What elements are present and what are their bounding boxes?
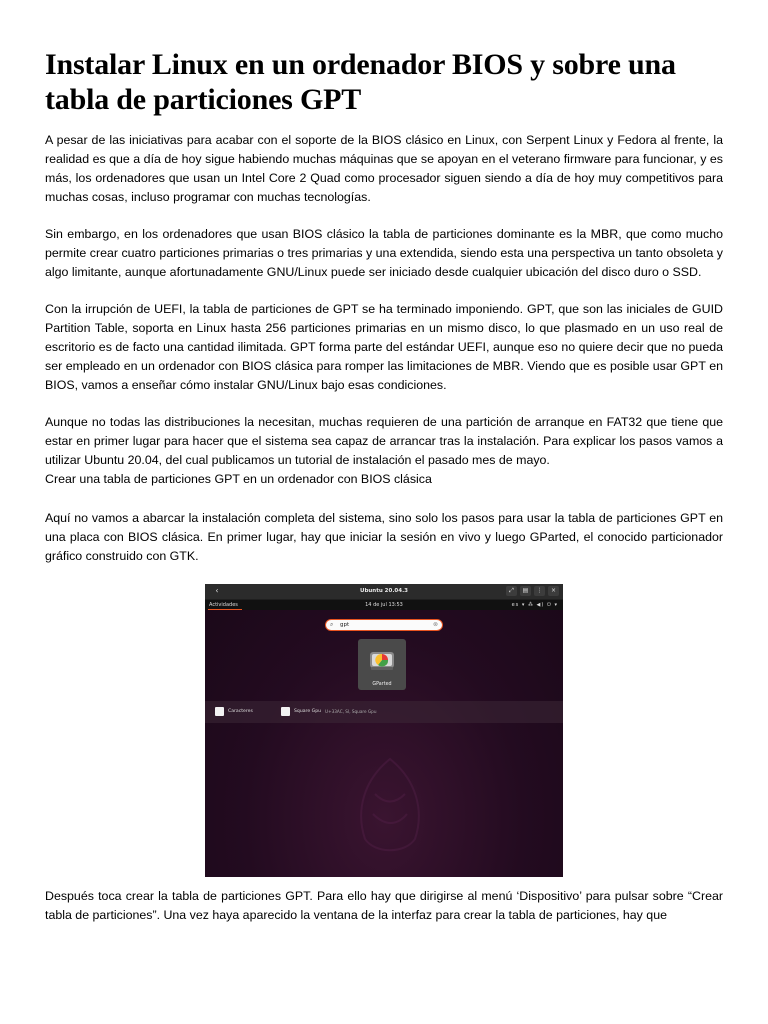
result-label: Caracteres <box>228 709 253 714</box>
result-square-gpu <box>281 707 377 716</box>
paragraph-6: Después toca crear la tabla de particiones GPT. Para ello hay que dirigirse al menú ‘Dispositivo’ para pulsar sobre “Crear tabla de particiones”. Una vez haya aparecido la ventana de la interfaz para crear la tabla de particiones, hay que <box>45 889 723 922</box>
paragraph-2: Sin embargo, en los ordenadores que usan BIOS clásico la tabla de particiones dominante es la MBR, que como mucho permite crear cuatro particiones primarias o tres primarias y una extendida, siendo esta una perspectiva un tanto obsoleta y algo limitante, aunque afortunadamente GNU/Linux puede ser iniciado desde cualquier ubicación del disco duro o SSD. <box>45 227 723 279</box>
activities-label: Actividades <box>209 602 238 608</box>
character-icon <box>281 707 290 716</box>
display-icon: ▤ <box>520 586 531 596</box>
clear-icon: ⊗ <box>432 621 438 628</box>
window-controls <box>506 586 559 596</box>
gparted-app-tile <box>358 639 406 690</box>
search-results-row <box>205 701 563 723</box>
gparted-icon <box>367 646 397 674</box>
vm-window-title: Ubuntu 20.04.3 <box>359 588 408 594</box>
screenshot-figure <box>45 584 723 877</box>
expand-icon: ⤢ <box>506 586 517 596</box>
article-title: Instalar Linux en un ordenador BIOS y sobre una tabla de particiones GPT <box>45 48 676 116</box>
search-icon: ⌕ <box>330 621 334 628</box>
wallpaper-emblem <box>345 754 435 864</box>
search-field <box>325 619 443 631</box>
paragraph-3: Con la irrupción de UEFI, la tabla de particiones de GPT se ha terminado imponiendo. GPT, que son las iniciales de GUID Partition Table, soporta en Linux hasta 256 particiones primarias en un mismo disco, lo que plasmado en un uso real de escritorio es de facto una cantidad ilimitada. GPT forma parte del estándar UEFI, aunque eso no quiere decir que no pueda ser empleado en un ordenador con BIOS clásica para romper las limitaciones de MBR. Viendo que es posible usar GPT en BIOS, vamos a enseñar cómo instalar GNU/Linux bajo esas condiciones. <box>45 302 723 392</box>
vm-title-bar <box>205 584 563 600</box>
document-page <box>45 47 723 925</box>
paragraph-5: Aquí no vamos a abarcar la instalación completa del sistema, sino solo los pasos para usar la tabla de particiones GPT en una placa con BIOS clásica. En primer lugar, hay que iniciar la sesión en vivo y luego GParted, el conocido particionador gráfico construido con GTK. <box>45 511 723 563</box>
result-characters <box>215 707 253 716</box>
search-value: gpt <box>340 622 350 628</box>
back-icon: ‹ <box>215 586 219 595</box>
menu-icon: ⋮ <box>534 586 545 596</box>
system-tray: es ▾ ⁂ ◀) ⏻ ▾ <box>511 602 558 608</box>
characters-icon <box>215 707 224 716</box>
clock-label: 14 de jul 13:53 <box>365 602 403 608</box>
ubuntu-screenshot <box>205 584 563 877</box>
section-subheading: Crear una tabla de particiones GPT en un ordenador con BIOS clásica <box>45 472 432 486</box>
paragraph-4: Aunque no todas las distribuciones la necesitan, muchas requieren de una partición de arranque en FAT32 que tiene que estar en primer lugar para hacer que el sistema sea capaz de arrancar tras la instalación. Para explicar los pasos vamos a utilizar Ubuntu 20.04, del cual publicamos un tutorial de instalación el pasado mes de mayo. <box>45 415 723 467</box>
gnome-top-bar <box>205 600 563 610</box>
paragraph-1: A pesar de las iniciativas para acabar con el soporte de la BIOS clásico en Linux, con Serpent Linux y Fedora al frente, la realidad es que a día de hoy sigue habiendo muchas máquinas que se apoyan en el veterano firmware para funcionar, y es más, los ordenadores que usan un Intel Core 2 Quad como procesador siguen siendo a día de hoy muy competitivos para muchas cosas, incluso programar con muchas tecnologías. <box>45 133 723 204</box>
close-icon: × <box>548 586 559 596</box>
result-sublabel: U+33AC, SI, Square Gpu <box>325 709 377 714</box>
gparted-label: GParted <box>372 682 392 687</box>
result-label: Square Gpu <box>294 709 322 714</box>
